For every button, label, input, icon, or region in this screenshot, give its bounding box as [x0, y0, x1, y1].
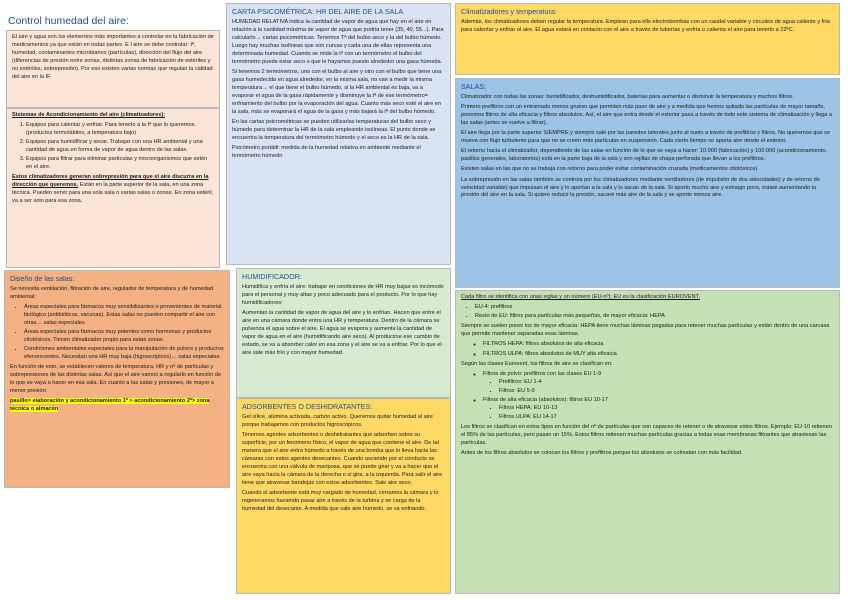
- filtros-alta-label: Filtros de alta eficacia (absolutos): filtros EU 10-17: [483, 397, 608, 403]
- humidificador-heading: HUMIDIFICADOR:: [242, 272, 302, 281]
- salas-p3: El aire llega por la parte superior SIEMPRE y siempre sale por las paredes laterales junto al suelo a través de prefiltros y filtros. No queremos que se mueva con flujo turbulento para que no se creen más partículas en suspensión. Cada cierto tiempo se aporta aire desde el exterior.: [461, 130, 831, 145]
- filtros-intro: Cada filtro se identifica con unas siglas y un número (EU-nº); EU es la clasificación EUROVENT.: [461, 294, 700, 300]
- list-item: • Resto de EU: filtros para partículas más pequeñas, de mayor eficacia: HEPA: [475, 313, 834, 321]
- carta-p2: Si tenemos 2 termómetros, uno con el bulbo al aire y otro con el bulbo que tiene una gasa humedecida en agua alrededor, en la misma sala, no van a medir la misma temperatura→ el que tiene el bulbo húmedo, si la HR ambiental es baja, va a evaporar el agua de la gasa rápidamente y disminuye la tª de ese termómetro= enfriamiento del bulbo por la evaporación del agua. Cuanto más seco esté el aire en la sala, más se evaporará el agua de la gasa y más bajará la tª del bulbo húmedo.: [232, 69, 442, 115]
- carta-section: [226, 3, 451, 265]
- filtros-p2: Siempre se suelen poner los de mayor eficacia: HEPA tiene muchas láminas pegadas para retener muchas partículas y están dentro de una carcasa que permite mantener separadas esas láminas.: [461, 323, 830, 338]
- carta-p1: HUMEDAD RELATIVA indica la cantidad de vapor de agua que hay en el aire en relación a la cantidad máxima de vapor de agua que podría tener (35, 40, 55...). Para calcularlo→ cartas psicométricas. Tenemos Tª del bulbo seco y la del bulbo húmedo. Luego hay muchas isolíneas que son curvas y cada una de ellas representa una determinada humedad. Cuando se mide la tª con un termómetro el bulbo del termómetro puede estar seco o que le hayamos puesto alrededor una gasa húmeda.: [232, 19, 444, 65]
- carta-heading: CARTA PSICOMÉTRICA: HR DEL AIRE DE LA SALA: [232, 7, 404, 16]
- control-section: [6, 30, 220, 108]
- sistemas-section: [6, 108, 220, 268]
- sistemas-note-rest: Están en la parte superior de la sala, en una zona técnica. Pueden servir para una sola sala o varias salas o zonas. En zona estéril, va a ser solo para esa zona.: [12, 182, 214, 205]
- diseno-section: [4, 270, 230, 488]
- list-item: ▪ Filtros ULPA: EU 14-17: [499, 414, 834, 422]
- page-title: Control humedad del aire:: [8, 15, 129, 27]
- sistemas-note-lead: Estos climatizadores generan sobrepresión para que el aire discurra en la dirección que queremos.: [12, 174, 209, 189]
- climatizadores-heading: Climatizadores y temperatura:: [461, 7, 557, 16]
- filtros-p3: Según las clases Eurovent, los filtros de aire se clasifican en:: [461, 360, 613, 367]
- list-item: [483, 397, 834, 422]
- carta-p4: Psicómetro portátil: medida de la humedad relativa en ambiente mediante el termómetro húmedo: [232, 144, 421, 159]
- sistemas-list: [12, 122, 214, 172]
- list-item: ▪ Filtros: EU 5-9: [499, 388, 834, 396]
- filtros-polvo-label: Filtros de polvo: prefiltros con las clases EU 1-9: [483, 370, 602, 377]
- sistemas-heading: Sistemas de Acondicionamiento del aire (climatizadores):: [12, 112, 166, 118]
- salas-p1: Climatizador con todas las zonas: humidificador, deshumidificador, baterías para aumentar o disminuir la temperatura y muchos filtros.: [461, 94, 794, 101]
- list-item: • EU-4: prefiltros: [475, 304, 834, 312]
- diseno-heading: Diseño de las salas:: [10, 274, 75, 283]
- list-item: ◦ FILTROS ULPA: filtros absolutos de MUY alta eficacia: [483, 351, 834, 359]
- filtros-list2: [461, 341, 834, 358]
- diseno-para: En función de esto, se establecen valores de temperatura, HR y nº de partículas y sobrepresiones de las distintas salas. Así que el aire vamos a regularlo en función de lo que se vaya a hacer en esa sala. En cuanto a las salas y presiones, de mayor a menor presión:: [10, 364, 222, 395]
- adsorbentes-heading: ADSORBENTES O DESHIDRATANTES:: [242, 402, 373, 411]
- humidificador-section: [236, 268, 451, 398]
- sistemas-note: [12, 174, 214, 206]
- list-item: 1. Equipos para calentar y enfriar. Para tenerlo a la tª que lo queremos. (productos termolábiles, a temperatura bajo): [26, 122, 214, 138]
- filtros-list1: [461, 304, 834, 321]
- filtros-p4: Los filtros se clasifican en estos tipos en función del nº de partículas que son capaces de retener o de atravesar estos filtros. Ejemplo: EU-10 retienen el 85% de las partículas, pero pasan un 15%. Estos filtros retienen muchas partículas gracias a todas esas membranas filtrantes que atraviesan las partículas.: [461, 424, 832, 447]
- salas-p5: Existen salas en las que no se trabaja con retorno para poder evitar contaminación cruzada (medicamentos citotóxicos): [461, 166, 758, 173]
- list-item: 3. Equipos para filtrar para eliminar partículas y microorganismos que estén en el aire.: [26, 156, 214, 172]
- climatizadores-text: Además, los climatizadores deben regular la temperatura. Emplean para ello electrobombas con un caudal variable y circuitos de agua caliente y fría para calentar y enfriar el aire. El agua estará en contacto con el aire a través de tuberías y enfría o calienta el aire para tenerlo a 22ºC.: [461, 19, 830, 34]
- filtros-classes: [461, 371, 834, 422]
- adsorbentes-p1: Gel sílice, alúmina activada, carbón activo. Queremos quitar humedad al aire porque trabajamos con productos higroscópicos.: [242, 414, 433, 429]
- list-item: • Áreas especiales para fármacos muy sensibilizantes o provenientes de material biológico (antibióticos, vacunas). Estas salas no pueden compartir el aire con otras→ salas especiales: [24, 304, 224, 328]
- adsorbentes-p3: Cuando el adsorbente está muy cargado de humedad, cerramos la cámara y lo regeneramos haciendo pasar aire a través de la turbina y se carga de la humedad del desecante. A medida que sale aire húmedo, se va enfriando.: [242, 490, 439, 512]
- list-item: ▪ Filtros HEPA: EU 10-13: [499, 405, 834, 413]
- climatizadores-section: [455, 3, 840, 75]
- humidificador-p2: Aumentan la cantidad de vapor de agua del aire y lo enfrían. Hacen que entre el aire en una cámara donde entra una HR y temperatura. Dentro de la cámara se pulveriza el agua sobre el aire. El agua se evapora y aumenta la cantidad de vapor de agua en el aire (humidificando aire seco). Al producirse ese cambio de estado, se va a absorber calor en esa zona y el aire se va a enfriar. Por lo que el aire sale más frío y con mayor humedad.: [242, 310, 442, 356]
- diseno-list: [10, 304, 224, 362]
- presion-order-highlight: pasillo> elaboración y acondicionamiento 1º > acondicionamiento 2º> zona técnica o almacén: [10, 398, 210, 413]
- filtros-alta-sublist: [483, 405, 834, 422]
- list-item: ▪ Prefiltros: EU 1-4: [499, 379, 834, 387]
- filtros-polvo-sublist: [483, 379, 834, 396]
- salas-heading: SALAS:: [461, 82, 487, 91]
- list-item: [483, 371, 834, 396]
- filtros-p5: Antes de los filtros absolutos se colocan los filtros y prefiltros porque los absolutos se colmatan con más facilidad.: [461, 450, 743, 457]
- salas-p6: La sobrepresión en las salas también se controla por los climatizadores mediante ventiladores (de impulsión de dos velocidades) y de retorno de velocidad variable) que impulsan el aire y lo aportan a la sala y lo sacan de la sala. Si aporto mucho aire y extraigo poco, estaré aumentando la presión del aire en la sala. Si quiere reducir la presión, sacaré más aire de la sala y se aporte menos aire.: [461, 176, 820, 199]
- salas-p2: Primero prefiltros con un entramado menos grueso que permiten más paso de aire y a medida que hemos quitado las partículas de mayor tamaño, ponemos filtros de alta eficacia y filtros absolutos. Así, el aire que entra desde el exterior pasa a través de todo este sistema de climatización y llega a las salas (antes se vuelve a filtrar).: [461, 104, 832, 127]
- control-text: El aire y agua son los elementos más importantes a controlar en la fabricación de medicamentos ya que están en todas partes. E l aire se debe controlar: tª, humedad, contaminantes microbianos (partículas), dirección del flujo del aire (diferencias de presión entre zonas, distintas zonas de fabricación de estériles y no estériles, sobrepresión). Por eso existen varias normas que regulan la calidad del aire en la IF.: [12, 34, 214, 80]
- diseno-intro: Se necesita ventilación, filtración de aire, regulador de temperatura y de humedad ambiental:: [10, 286, 214, 301]
- salas-section: [455, 78, 840, 288]
- filtros-section: [455, 290, 840, 594]
- list-item: 2. Equipos para humidificar y secar. Trabajar con una HR ambiental y una cantidad de agua en forma de vapor de agua dentro de las salas.: [26, 139, 214, 155]
- adsorbentes-p2: Tenemos agentes adsorbentes o deshidratantes que adsorben sobre su superficie, por un fenómeno físico, el vapor de agua que contiene el aire. De tal manera que el aire entra húmedo a través de una bomba que lo lleva hacia las cámaras con estos agentes desecantes. Cuando asciende por el conducto se encuentra con una válvula de mariposa, que se puede girar y va a hacer que el aire vaya hacia la cámara de la derecha o si gira, a la izquierda. Para salir el aire tiene que atravesar bandejas con estos adsorbentes. Sale aire seco.: [242, 432, 443, 486]
- carta-p3: En las cartas psicrométricas se pueden utilizarlas temperaturas del bulbo seco y húmedo para determinar la HR de la sala empleando isolíneas. El punto donde se encuentra la temperatura del termómetro húmedo y el seco es la HR de la sala.: [232, 118, 436, 141]
- list-item: • Condiciones ambientales especiales para la manipulación de polvos y productos efervescentes. Necesitan una HR muy baja (higroscópicos)→ salas especiales.: [24, 346, 224, 362]
- list-item: • Áreas especiales para fármacos muy potentes como hormonas y productos citotóxicos. Tienen climatizador propio para estas zonas.: [24, 329, 224, 345]
- list-item: ◦ FILTROS HEPA: filtros absolutos de alta eficacia: [483, 341, 834, 349]
- humidificador-p1: Humidifica y enfría el aire: trabajar en condiciones de HR muy bajas es incómodo para el personal y muy altas y poco adecuado para el producto. Por lo que hay humidificadores:: [242, 284, 444, 307]
- adsorbentes-section: [236, 398, 451, 594]
- salas-p4: El retorno hacia el climatizador, dependiendo de las salas en función de lo que se vaya a hacer: 10.000 (fabricación) y 100.000 (acondicionamiento, pasillos generales, laboratorios) está en la parte baja de la sala y son rejillas de chapa perforada que llevan a los prefiltros.: [461, 148, 827, 163]
